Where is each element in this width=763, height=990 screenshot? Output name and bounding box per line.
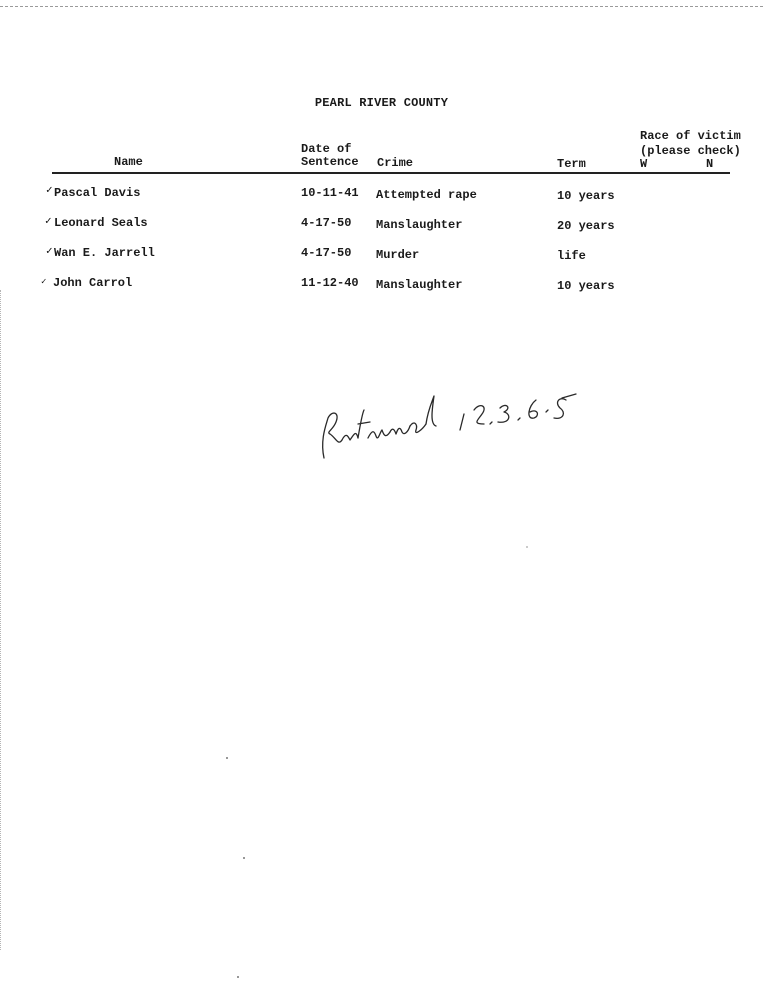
- row-term: 10 years: [557, 279, 615, 293]
- header-term: Term: [557, 157, 586, 171]
- row-name: Pascal Davis: [54, 186, 141, 200]
- row-term: 10 years: [557, 189, 615, 203]
- scan-speck: [237, 976, 239, 978]
- scan-speck: [243, 857, 245, 859]
- row-crime: Murder: [376, 248, 420, 262]
- check-mark-icon: ✓: [41, 277, 47, 287]
- row-name: Wan E. Jarrell: [54, 246, 155, 260]
- check-mark-icon: ✓: [45, 216, 52, 228]
- header-race-w: W: [640, 157, 648, 171]
- header-name: Name: [114, 155, 143, 169]
- check-mark-icon: ✓: [46, 185, 53, 197]
- row-name: Leonard Seals: [54, 216, 148, 230]
- page-left-edge: [0, 290, 3, 950]
- header-crime: Crime: [377, 156, 414, 170]
- row-crime: Manslaughter: [376, 218, 463, 232]
- row-name: John Carrol: [53, 276, 133, 290]
- row-date: 11-12-40: [301, 276, 359, 290]
- header-date-of: Date of: [301, 142, 352, 156]
- row-date: 4-17-50: [301, 246, 352, 260]
- header-race-n: N: [706, 157, 714, 171]
- row-term: 20 years: [557, 219, 615, 233]
- header-race-of-victim: Race of victim: [640, 129, 741, 143]
- scan-speck: [526, 546, 528, 548]
- row-term: life: [557, 249, 586, 263]
- document-title: PEARL RIVER COUNTY: [314, 96, 449, 110]
- check-mark-icon: ✓: [46, 246, 53, 258]
- row-crime: Attempted rape: [376, 188, 477, 202]
- page-top-edge: [0, 0, 763, 7]
- header-rule: [52, 172, 730, 174]
- row-date: 10-11-41: [301, 186, 359, 200]
- row-crime: Manslaughter: [376, 278, 463, 292]
- header-please-check: (please check): [640, 144, 741, 158]
- handwritten-returned-note: [314, 380, 614, 470]
- row-date: 4-17-50: [301, 216, 352, 230]
- scan-speck: [226, 757, 228, 759]
- header-sentence: Sentence: [301, 155, 359, 169]
